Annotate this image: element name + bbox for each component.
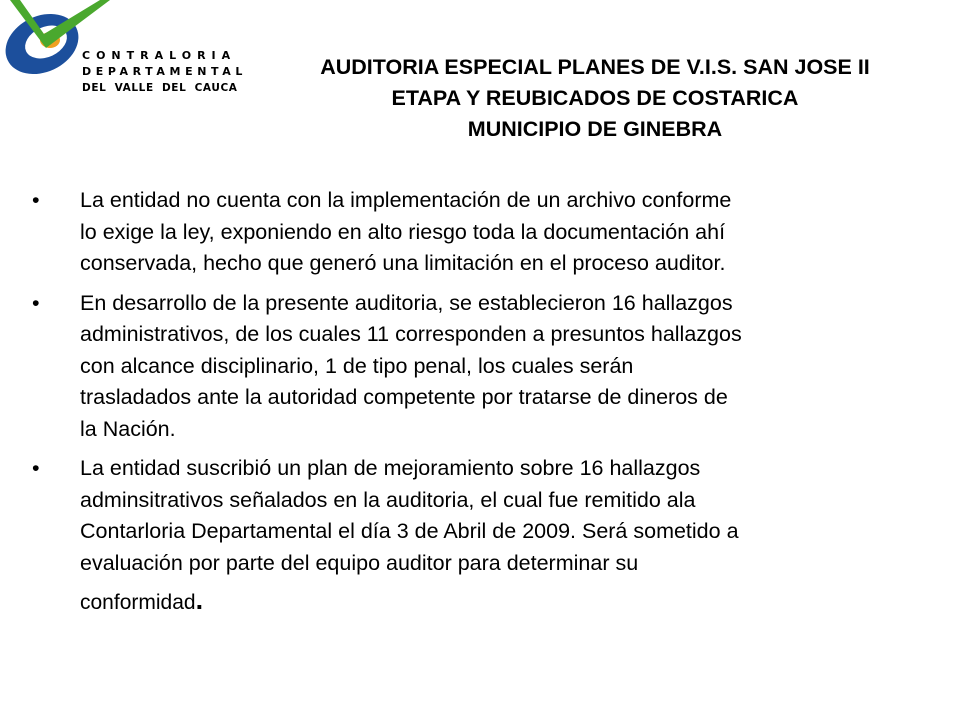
bullet-marker: • bbox=[32, 188, 40, 212]
bullet-text bbox=[80, 185, 922, 280]
bullet-list bbox=[32, 185, 922, 627]
bullet-line: administrativos, de los cuales 11 corresponden a presuntos hallazgos bbox=[80, 322, 742, 346]
bullet-line: En desarrollo de la presente auditoria, se establecieron 16 hallazgos bbox=[80, 290, 733, 315]
bullet-marker: • bbox=[32, 456, 40, 480]
bullet-item bbox=[32, 288, 922, 446]
bullet-line: con alcance disciplinario, 1 de tipo penal, los cuales serán bbox=[80, 353, 634, 378]
logo-line-2: DEPARTAMENTAL bbox=[82, 65, 247, 78]
bullet-marker: • bbox=[32, 290, 40, 315]
bullet-line: la Nación. bbox=[80, 416, 176, 441]
bullet-line: Contarloria Departamental el día 3 de Abril de 2009. Será sometido a bbox=[80, 519, 739, 543]
title-line-1: AUDITORIA ESPECIAL PLANES DE V.I.S. SAN JOSE II bbox=[320, 55, 870, 79]
bullet-text bbox=[80, 288, 922, 446]
bullet-line: conservada, hecho que generó una limitación en el proceso auditor. bbox=[80, 251, 726, 275]
page-title bbox=[240, 52, 950, 145]
bullet-line: trasladados ante la autoridad competente por tratarse de dineros de bbox=[80, 385, 728, 409]
bullet-item bbox=[32, 185, 922, 280]
bullet-line: evaluación por parte del equipo auditor para determinar su bbox=[80, 550, 639, 575]
logo-line-3: DEL VALLE DEL CAUCA bbox=[82, 82, 238, 94]
bullet-text bbox=[80, 453, 922, 619]
title-line-2: ETAPA Y REUBICADOS DE COSTARICA bbox=[391, 86, 799, 110]
bullet-item bbox=[32, 453, 922, 619]
final-punctuation: . bbox=[195, 585, 204, 615]
final-word: conformidad bbox=[80, 591, 196, 614]
contraloria-logo bbox=[0, 0, 247, 120]
bullet-line: La entidad suscribió un plan de mejoramiento sobre 16 hallazgos bbox=[80, 456, 701, 480]
bullet-final-line bbox=[80, 585, 922, 619]
logo-text bbox=[82, 48, 247, 96]
title-line-3: MUNICIPIO DE GINEBRA bbox=[467, 117, 723, 141]
bullet-line: La entidad no cuenta con la implementación de un archivo conforme bbox=[80, 188, 732, 212]
logo-line-1: CONTRALORIA bbox=[82, 49, 237, 62]
bullet-line: adminsitrativos señalados en la auditoria, el cual fue remitido ala bbox=[80, 487, 696, 512]
bullet-line: lo exige la ley, exponiendo en alto riesgo toda la documentación ahí bbox=[80, 219, 726, 244]
